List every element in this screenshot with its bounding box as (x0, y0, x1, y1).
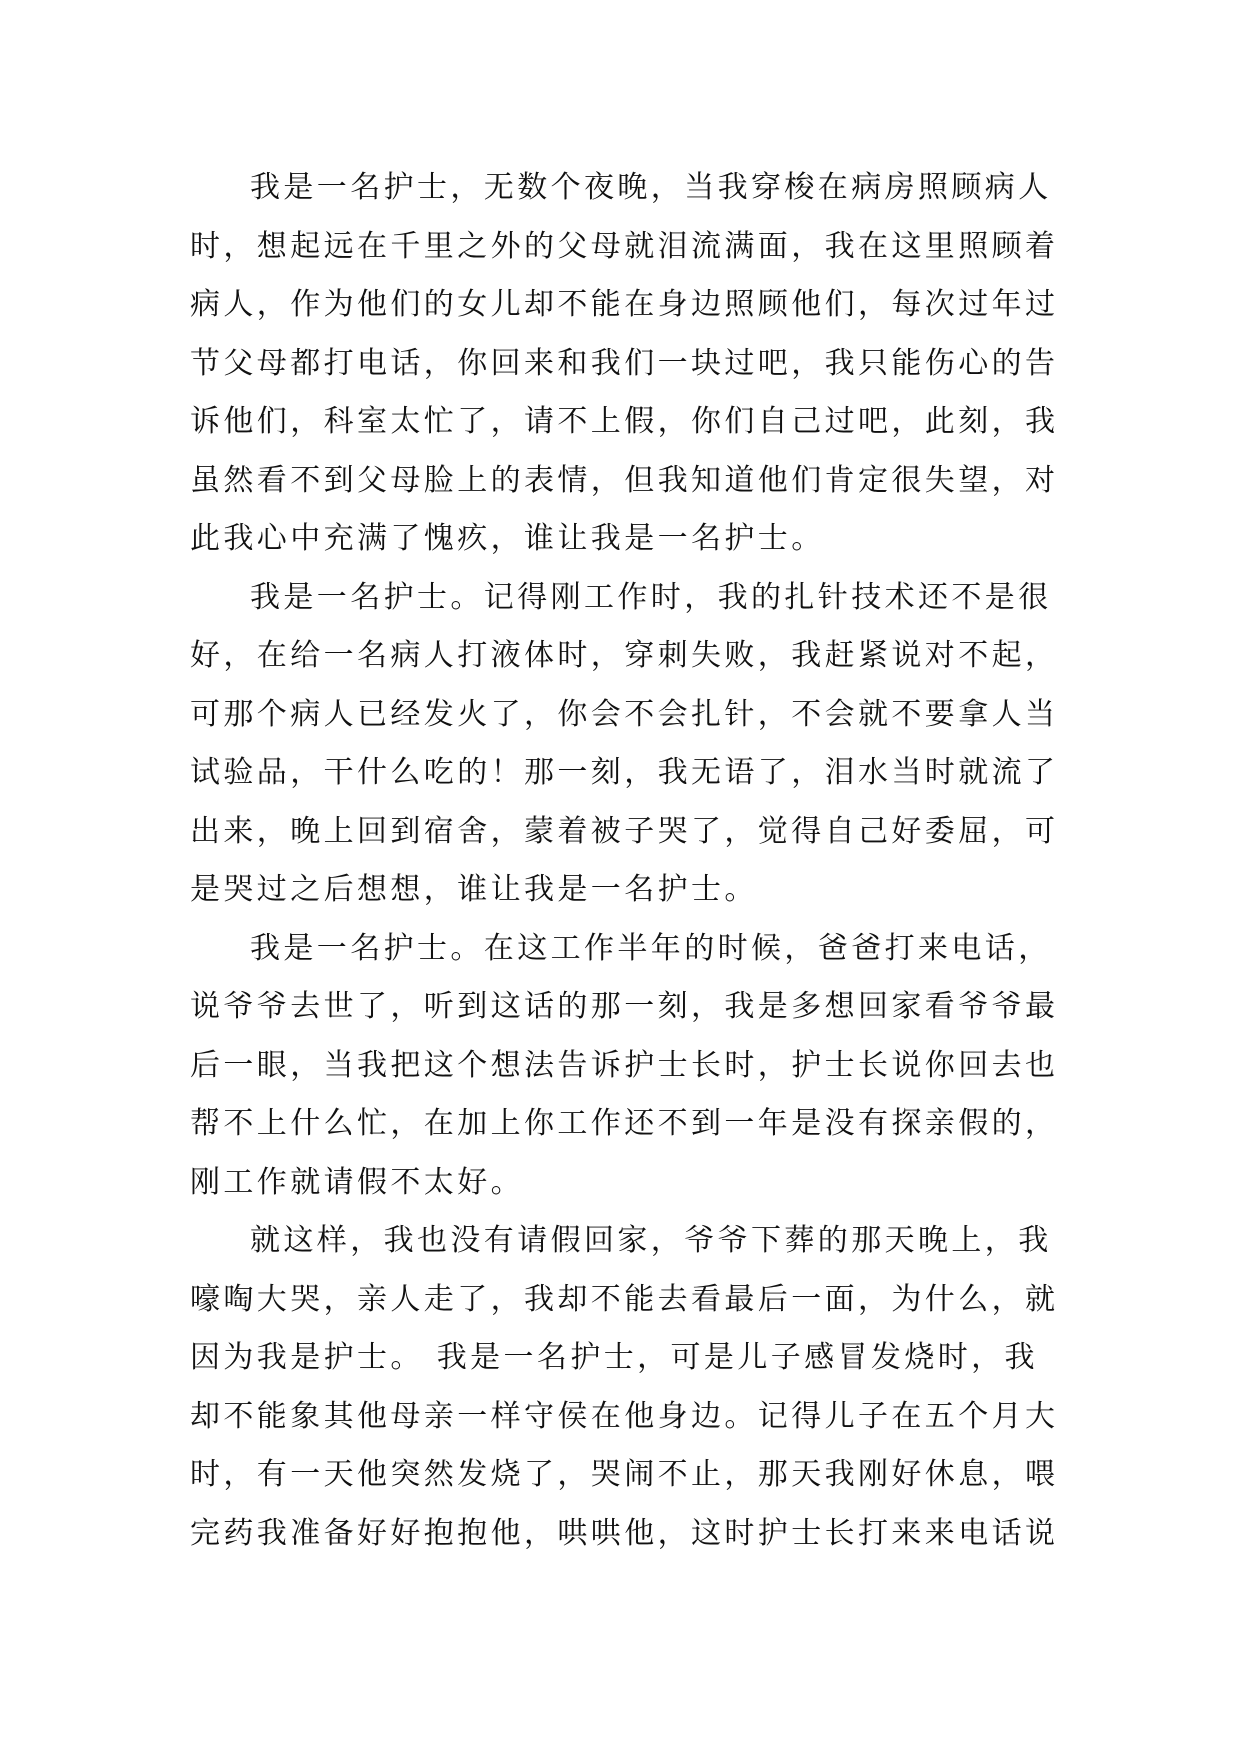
text-line: 诉他们，科室太忙了，请不上假，你们自己过吧，此刻，我 (190, 404, 1059, 439)
text-line: 时，想起远在千里之外的父母就泪流满面，我在这里照顾着 (190, 228, 1059, 264)
text-line: 虽然看不到父母脸上的表情，但我知道他们肯定很失望，对 (190, 462, 1059, 498)
text-line: 试验品，干什么吃的！那一刻，我无语了，泪水当时就流了 (190, 755, 1059, 790)
text-line: 出来，晚上回到宿舍，蒙着被子哭了，觉得自己好委屈，可 (190, 813, 1059, 849)
text-line: 我是一名护士，无数个夜晚，当我穿梭在病房照顾病人 (250, 170, 1052, 205)
text-line: 帮不上什么忙，在加上你工作还不到一年是没有探亲假的， (190, 1106, 1059, 1141)
text-line: 是哭过之后想想，谁让我是一名护士。 (190, 872, 758, 907)
text-line: 好，在给一名病人打液体时，穿刺失败，我赶紧说对不起， (190, 638, 1059, 673)
text-line: 后一眼，当我把这个想法告诉护士长时，护士长说你回去也 (190, 1047, 1059, 1083)
text-line: 就这样，我也没有请假回家，爷爷下葬的那天晚上，我 (250, 1223, 1052, 1258)
text-line: 可那个病人已经发火了，你会不会扎针，不会就不要拿人当 (190, 696, 1059, 732)
text-line: 刚工作就请假不太好。 (190, 1164, 524, 1200)
text-line: 病人，作为他们的女儿却不能在身边照顾他们，每次过年过 (190, 287, 1059, 322)
text-line: 我是一名护士。在这工作半年的时候，爸爸打来电话， (250, 930, 1052, 966)
text-line: 嚎啕大哭，亲人走了，我却不能去看最后一面，为什么，就 (190, 1281, 1059, 1317)
text-line: 完药我准备好好抱抱他，哄哄他，这时护士长打来来电话说 (190, 1515, 1059, 1551)
body-text (190, 159, 1070, 1563)
text-line: 因为我是护士。 我是一名护士，可是儿子感冒发烧时，我 (190, 1340, 1038, 1375)
text-line: 说爷爷去世了，听到这话的那一刻，我是多想回家看爷爷最 (190, 989, 1059, 1024)
text-line: 却不能象其他母亲一样守侯在他身边。记得儿子在五个月大 (190, 1398, 1059, 1434)
text-line: 节父母都打电话，你回来和我们一块过吧，我只能伤心的告 (190, 345, 1059, 381)
text-line: 我是一名护士。记得刚工作时，我的扎针技术还不是很 (250, 579, 1052, 615)
text-line: 时，有一天他突然发烧了，哭闹不止，那天我刚好休息，喂 (190, 1457, 1059, 1492)
text-line: 此我心中充满了愧疚，谁让我是一名护士。 (190, 521, 825, 556)
